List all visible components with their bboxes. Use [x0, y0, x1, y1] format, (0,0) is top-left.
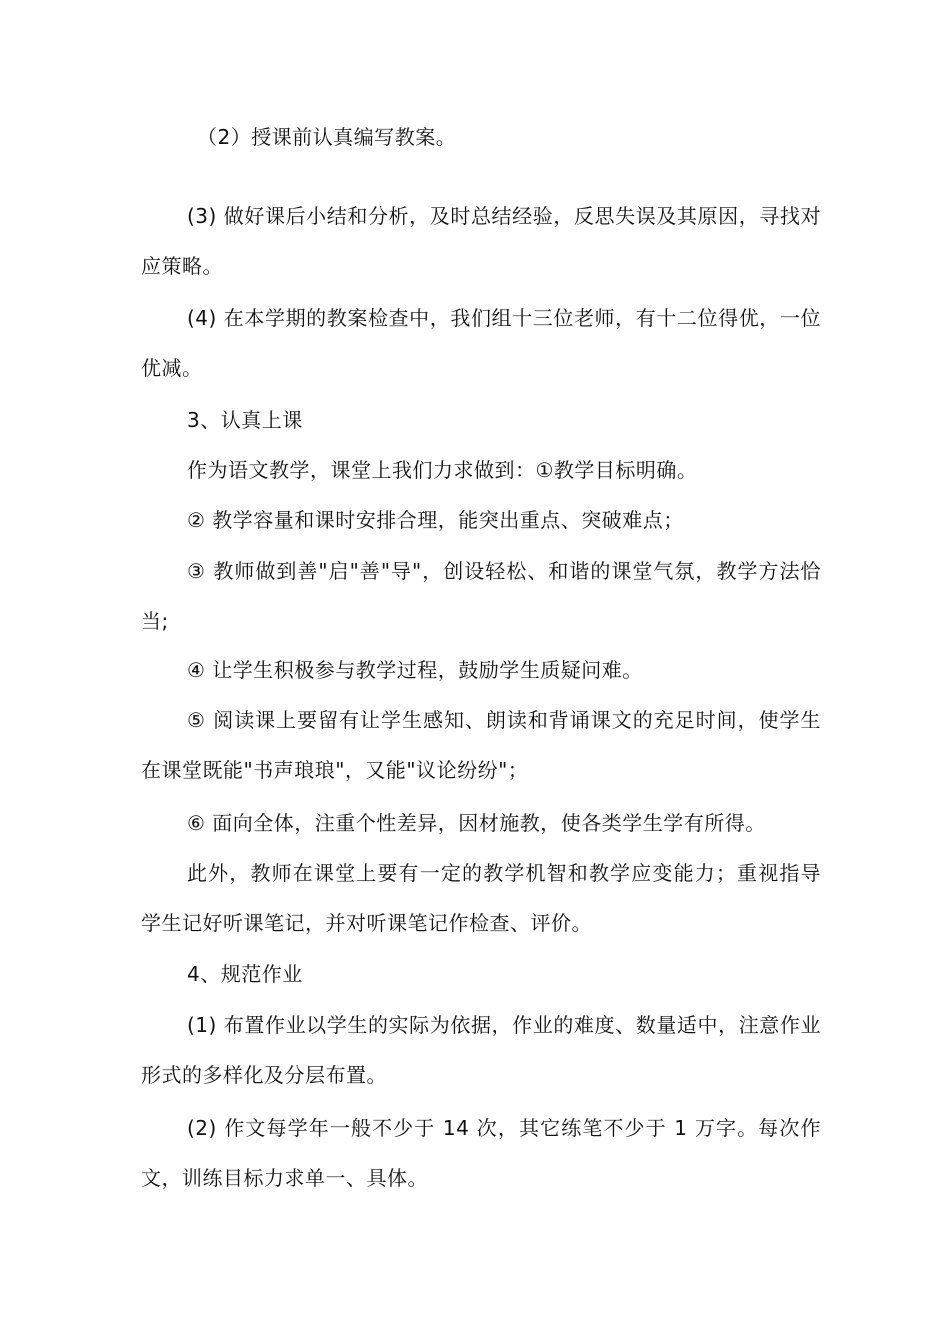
paragraph-student-participation: ④ 让学生积极参与教学过程，鼓励学生质疑问难。 — [187, 658, 643, 682]
paragraph-teaching-guidance: ③ 教师做到善"启"善"导"，创设轻松、和谐的课堂气氛，教学方法恰当; — [141, 559, 821, 633]
paragraph-lesson-plan-writing: （2）授课前认真编写教案。 — [197, 125, 457, 149]
paragraph-post-class-summary: (3) 做好课后小结和分析，及时总结经验，反思失误及其原因，寻找对应策略。 — [141, 204, 821, 278]
paragraph-lesson-plan-check: (4) 在本学期的教案检查中，我们组十三位老师，有十二位得优，一位优减。 — [141, 306, 821, 380]
section-heading-homework: 4、规范作业 — [187, 962, 303, 986]
paragraph-teaching-goals: 作为语文教学，课堂上我们力求做到：①教学目标明确。 — [187, 458, 698, 482]
paragraph-homework-assignment: (1) 布置作业以学生的实际为依据，作业的难度、数量适中，注意作业形式的多样化及分层布置。 — [141, 1013, 821, 1087]
section-heading-teaching: 3、认真上课 — [187, 408, 303, 432]
paragraph-teaching-wit: 此外，教师在课堂上要有一定的教学机智和教学应变能力；重视指导学生记好听课笔记，并对听课笔记作检查、评价。 — [141, 861, 821, 935]
paragraph-reading-class: ⑤ 阅读课上要留有让学生感知、朗读和背诵课文的充足时间，使学生在课堂既能"书声琅琅"，又能"议论纷纷"； — [141, 708, 821, 782]
paragraph-composition-frequency: (2) 作文每学年一般不少于 14 次，其它练笔不少于 1 万字。每次作文，训练目标力求单一、具体。 — [141, 1116, 821, 1190]
paragraph-teaching-capacity: ② 教学容量和课时安排合理，能突出重点、突破难点； — [187, 508, 684, 532]
paragraph-individual-differences: ⑥ 面向全体，注重个性差异，因材施教，使各类学生学有所得。 — [187, 811, 766, 835]
